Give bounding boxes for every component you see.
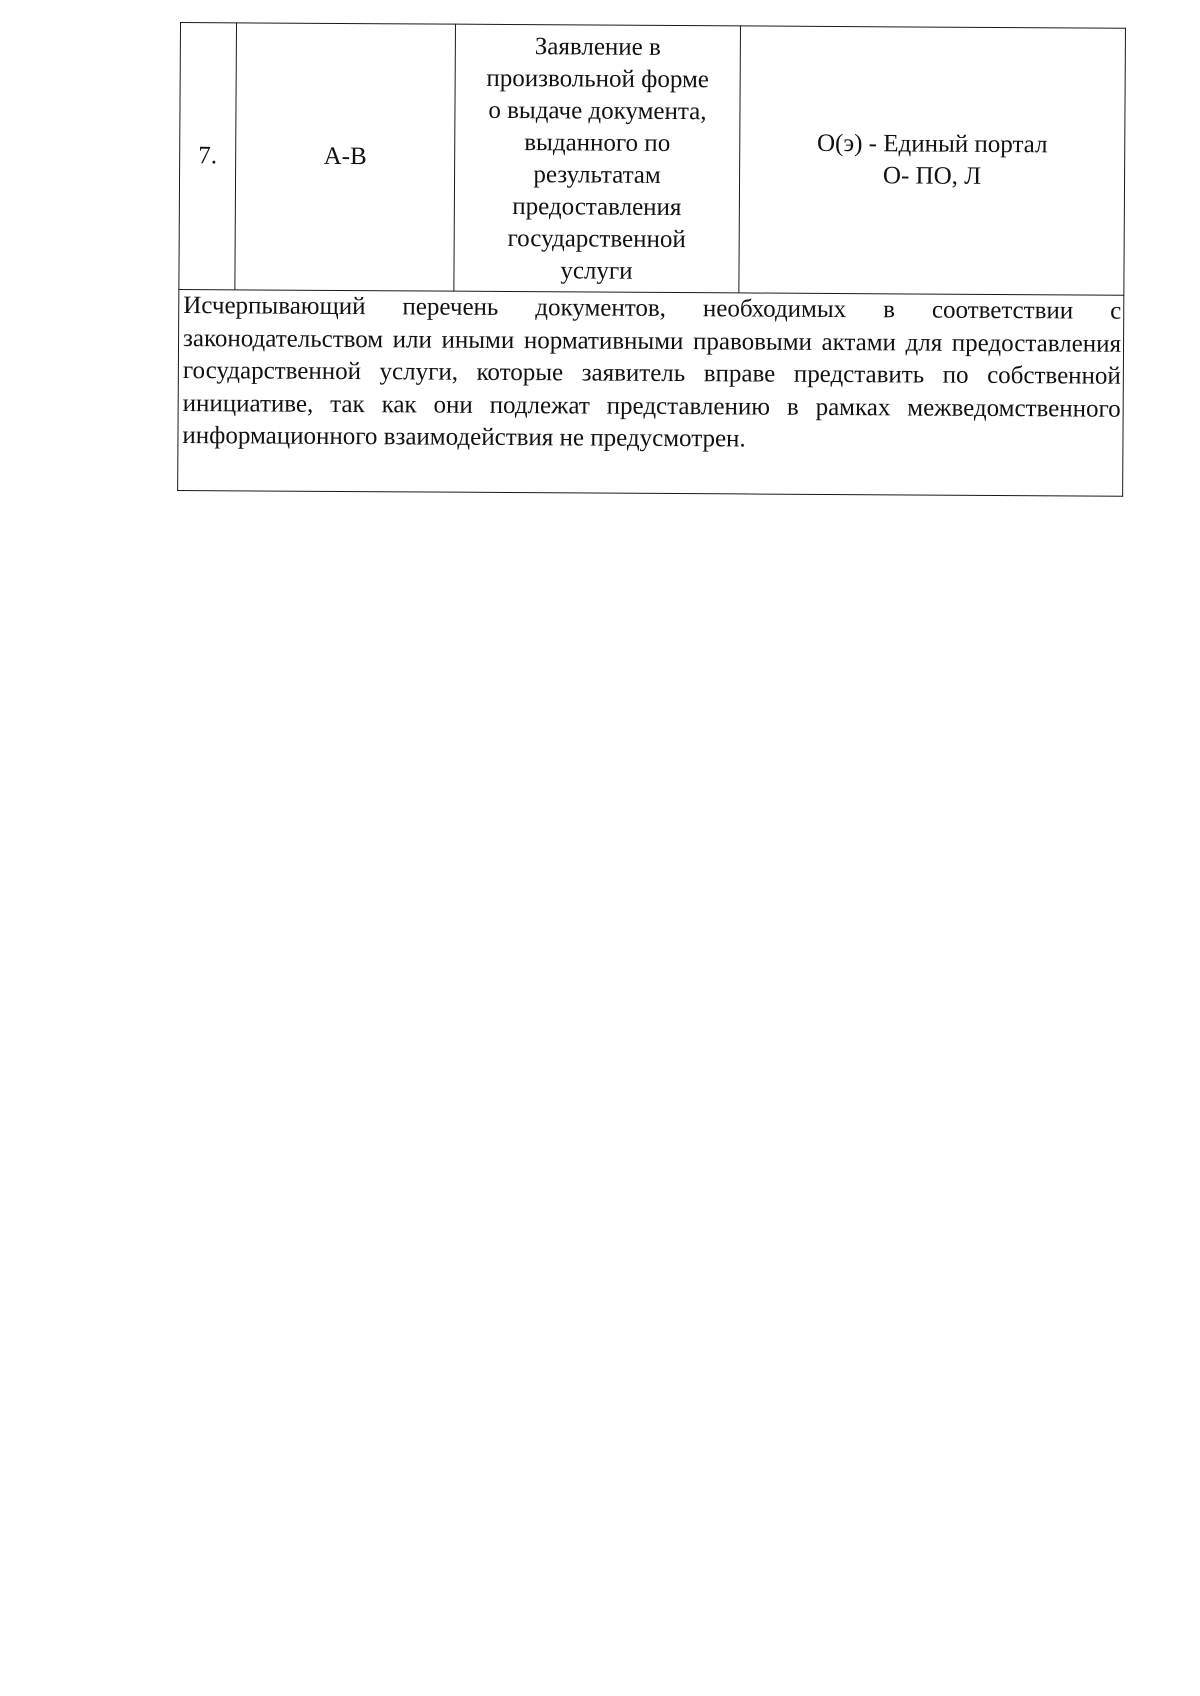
document-name-line: предоставления	[512, 193, 682, 222]
row-number: 7.	[179, 23, 237, 290]
note-text: Исчерпывающий перечень документов, необходимых в соответствии с законодательством или иными нормативными правовыми актами для предоставления государственной услуги, которые заявитель вправе представить по собственной инициативе, так как они подлежат представлению в рамках межведомственного информационного взаимодействия не предусмотрен.	[178, 289, 1124, 496]
document-name-line: услуги	[560, 257, 633, 285]
documents-table	[177, 22, 1126, 497]
document-name-line: произвольной форме	[486, 64, 710, 94]
document-name-line: о выдаче документа,	[488, 96, 707, 126]
document-name-cell	[454, 24, 741, 293]
row-code: А-В	[235, 23, 456, 291]
document-name-line: государственной	[507, 225, 686, 254]
submission-form-line: О(э) - Единый портал	[816, 129, 1048, 159]
table-row	[179, 23, 1126, 296]
table-row	[178, 289, 1124, 496]
document-name-line: выданного по	[524, 129, 671, 157]
submission-form-cell	[739, 26, 1126, 295]
submission-form-line: О- ПО, Л	[882, 162, 982, 190]
document-name-line: результатам	[533, 161, 661, 189]
document-name-line: Заявление в	[534, 33, 661, 61]
